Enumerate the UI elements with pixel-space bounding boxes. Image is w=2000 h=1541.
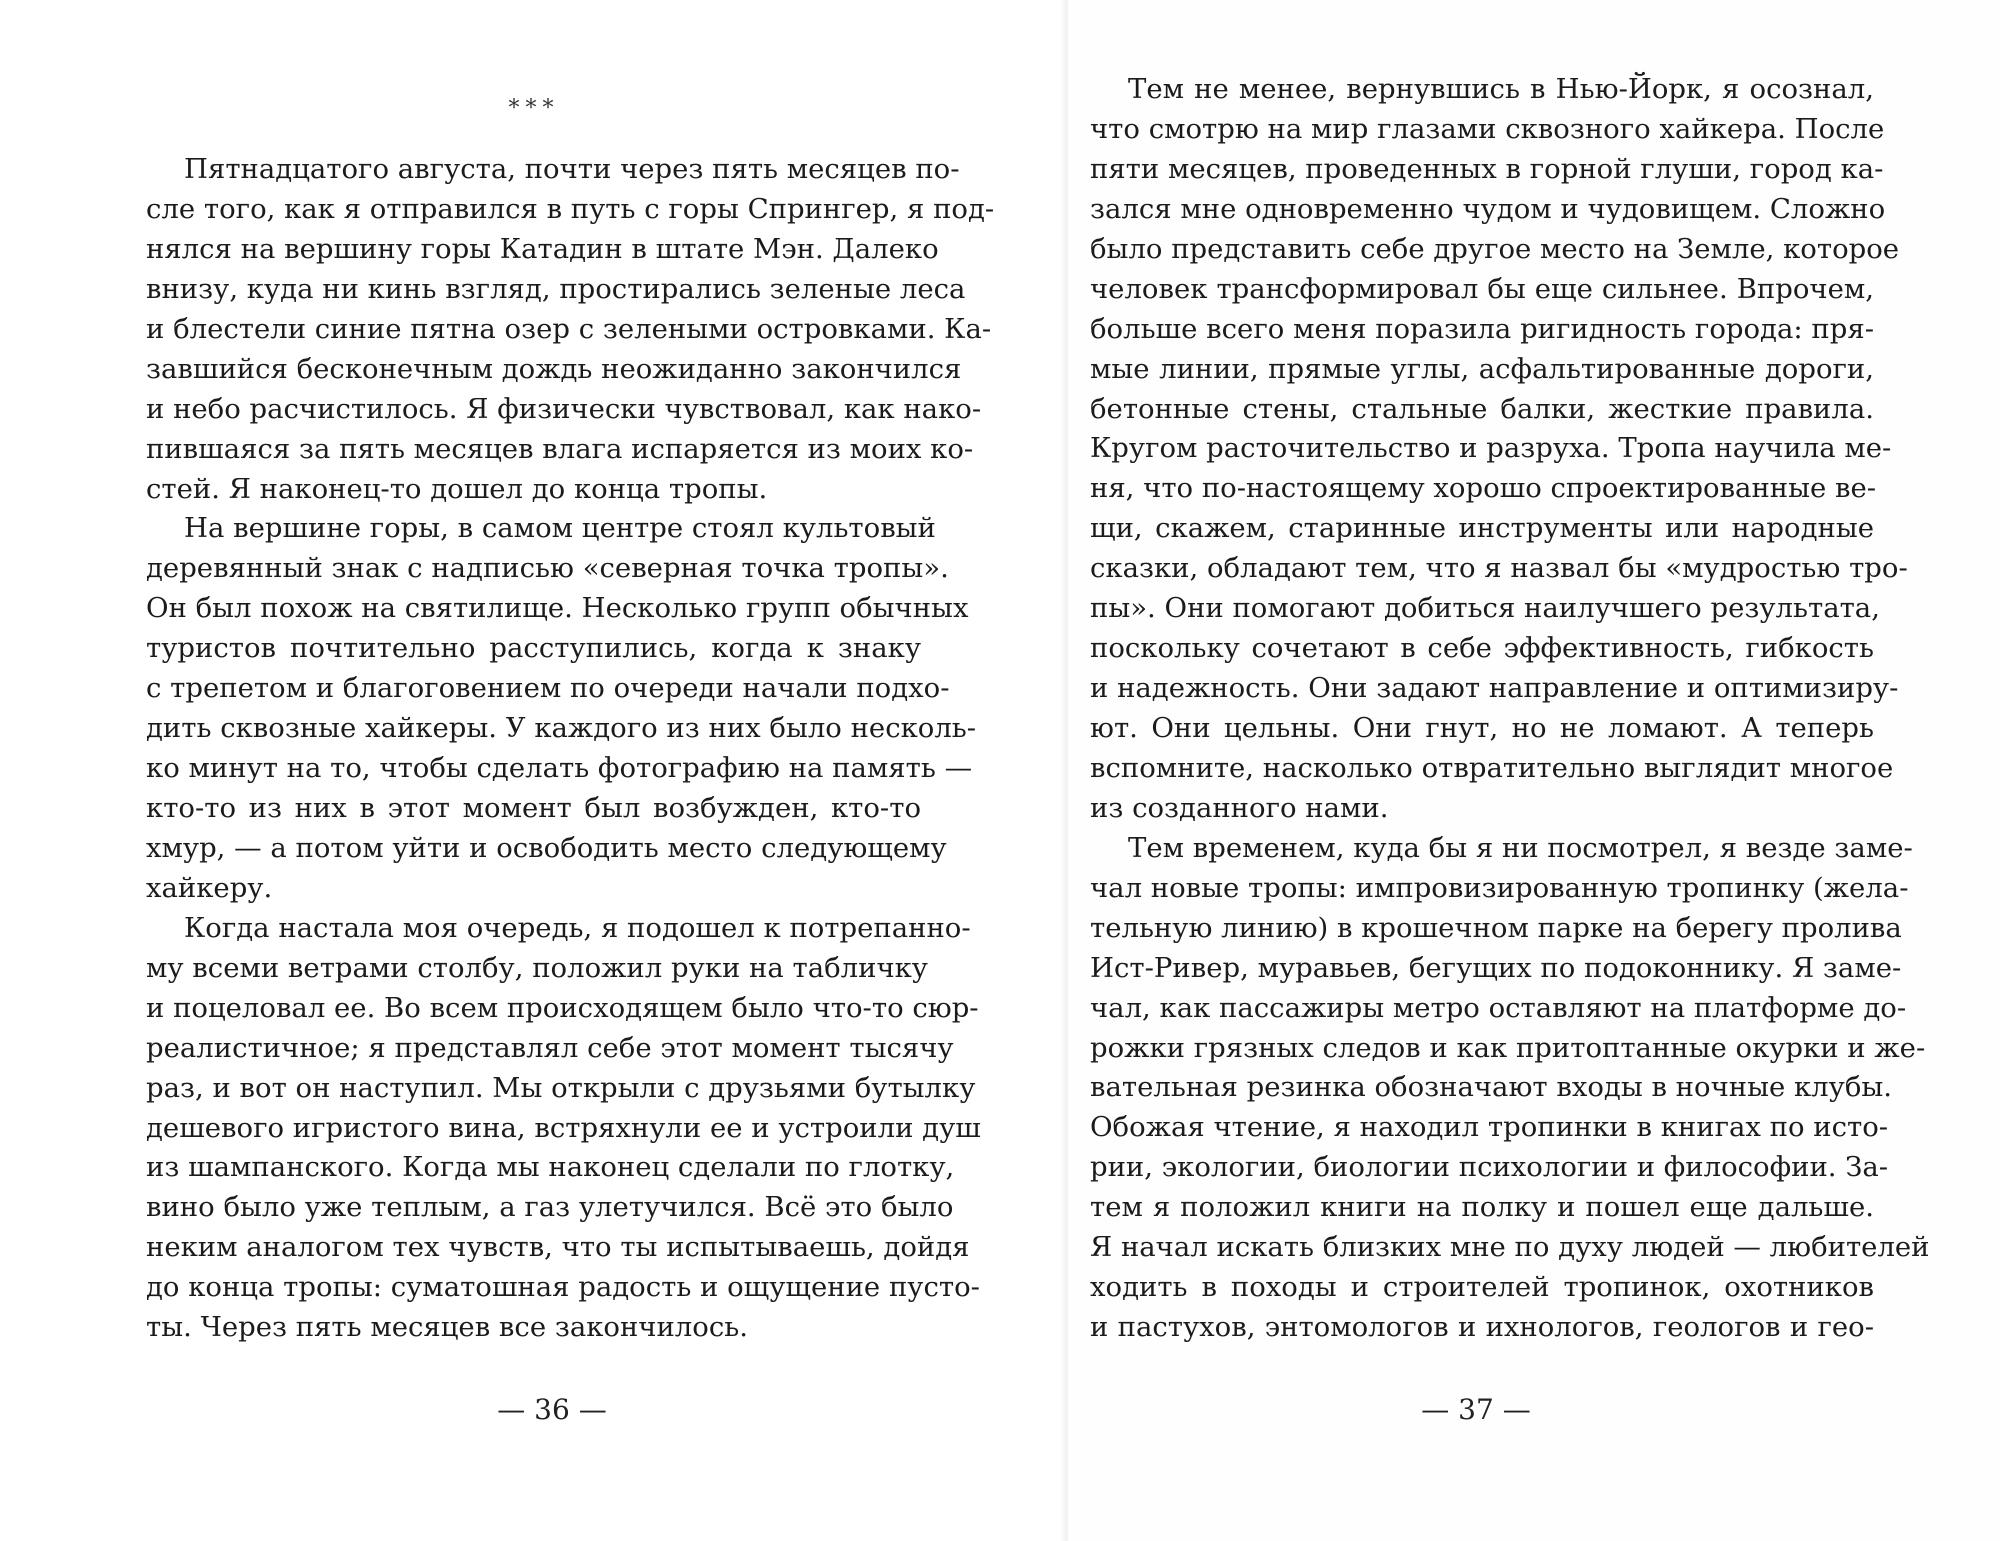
text-line: мые линии, прямые углы, асфальтированные дороги, [1090,352,1874,385]
text-line: сказки, обладают тем, что я назвал бы «мудростью тро- [1090,552,1908,585]
text-line: деревянный знак с надписью «северная точка тропы». [146,552,949,585]
page-number: — 36 — [497,1393,607,1426]
text-line: Я начал искать близких мне по духу людей — любителей [1090,1231,1930,1264]
text-line: вино было уже теплым, а газ улетучился. Всё это было [146,1191,954,1224]
section-separator: *** [508,96,560,121]
text-line: щи, скажем, старинные инструменты или народные [1090,512,1874,545]
text-line: человек трансформировал бы еще сильнее. Впрочем, [1090,272,1874,305]
text-line: Когда настала моя очередь, я подошел к потрепанно- [184,911,971,944]
text-line: рии, экологии, биологии психологии и философии. За- [1090,1151,1889,1184]
text-line: чал, как пассажиры метро оставляют на платформе до- [1090,991,1907,1024]
text-line: внизу, куда ни кинь взгляд, простирались зеленые леса [146,272,966,305]
text-line: и надежность. Они задают направление и оптимизиру- [1090,672,1899,705]
left-page-text [146,150,995,1348]
text-line: нялся на вершину горы Катадин в штате Мэн. Далеко [146,232,939,265]
text-line: поскольку сочетают в себе эффективность, гибкость [1090,632,1874,665]
text-line: чал новые тропы: импровизированную тропинку (жела- [1090,871,1909,904]
text-line: завшийся бесконечным дождь неожиданно закончился [146,352,962,385]
text-line: хайкеру. [146,871,273,904]
text-line: вспомните, насколько отвратительно выглядит многое [1090,751,1894,784]
right-page-text [1090,70,1930,1348]
text-line: кто-то из них в этот момент был возбужден, кто-то [146,792,921,824]
text-line: что смотрю на мир глазами сквозного хайкера. После [1090,112,1885,145]
text-line: му всеми ветрами столбу, положил руки на табличку [146,951,928,984]
text-line: вательная резинка обозначают входы в ночные клубы. [1090,1071,1892,1104]
text-line: На вершине горы, в самом центре стоял культовый [184,512,936,545]
text-line: зался мне одновременно чудом и чудовищем. Сложно [1090,192,1886,225]
text-line: Он был похож на святилище. Несколько групп обычных [146,592,969,625]
text-line: и поцеловал ее. Во всем происходящем было что-то сюр- [146,991,979,1024]
text-line: и небо расчистилось. Я физически чувствовал, как нако- [146,392,982,425]
text-line: рожки грязных следов и как притоптанные окурки и же- [1090,1031,1926,1064]
text-line: Пятнадцатого августа, почти через пять месяцев по- [184,153,960,185]
text-line: из созданного нами. [1090,791,1389,824]
text-line: пы». Они помогают добиться наилучшего результата, [1090,592,1880,625]
text-line: хмур, — а потом уйти и освободить место следующему [146,831,947,864]
text-line: ты. Через пять месяцев все закончилось. [146,1311,748,1344]
text-line: сле того, как я отправился в путь с горы Спрингер, я под- [146,192,995,225]
text-line: ходить в походы и строителей тропинок, охотников [1090,1271,1874,1304]
text-line: дить сквозные хайкеры. У каждого из них было несколь- [146,712,977,745]
text-line: Кругом расточительство и разруха. Тропа научила ме- [1090,432,1892,465]
text-line: Обожая чтение, я находил тропинки в книгах по исто- [1090,1111,1889,1144]
text-line: было представить себе другое место на Земле, которое [1090,232,1900,265]
text-line: Тем временем, куда бы я ни посмотрел, я везде заме- [1128,831,1913,864]
text-line: туристов почтительно расступились, когда к знаку [146,632,921,665]
text-line: из шампанского. Когда мы наконец сделали по глотку, [146,1151,955,1184]
text-line: и пастухов, энтомологов и ихнологов, геологов и гео- [1090,1311,1874,1344]
text-line: тельную линию) в крошечном парке на берегу пролива [1090,911,1902,944]
text-line: и блестели синие пятна озер с зелеными островками. Ка- [146,312,992,345]
text-line: раз, и вот он наступил. Мы открыли с друзьями бутылку [146,1071,976,1104]
page-number: — 37 — [1421,1393,1531,1426]
text-line: ко минут на то, чтобы сделать фотографию на память — [146,752,973,785]
text-line: дешевого игристого вина, встряхнули ее и устроили душ [146,1111,981,1144]
text-line: до конца тропы: суматошная радость и ощущение пусто- [146,1271,980,1304]
text-line: пившаяся за пять месяцев влага испаряется из моих ко- [146,432,974,465]
text-line: Тем не менее, вернувшись в Нью-Йорк, я осознал, [1128,73,1874,105]
text-line: реалистичное; я представлял себе этот момент тысячу [146,1031,954,1064]
text-line: ня, что по-настоящему хорошо спроектированные ве- [1090,472,1877,505]
text-line: больше всего меня поразила ригидность города: пря- [1090,312,1874,345]
text-line: стей. Я наконец-то дошел до конца тропы. [146,472,768,505]
text-line: неким аналогом тех чувств, что ты испытываешь, дойдя [146,1231,970,1264]
text-line: ют. Они цельны. Они гнут, но не ломают. А теперь [1090,712,1874,744]
text-line: тем я положил книги на полку и пошел еще дальше. [1090,1191,1874,1224]
text-line: с трепетом и благоговением по очереди начали подхо- [146,672,950,705]
text-line: бетонные стены, стальные балки, жесткие правила. [1090,392,1874,425]
text-line: Ист-Ривер, муравьев, бегущих по подоконнику. Я заме- [1090,951,1902,984]
text-line: пяти месяцев, проведенных в горной глуши, город ка- [1090,152,1884,185]
